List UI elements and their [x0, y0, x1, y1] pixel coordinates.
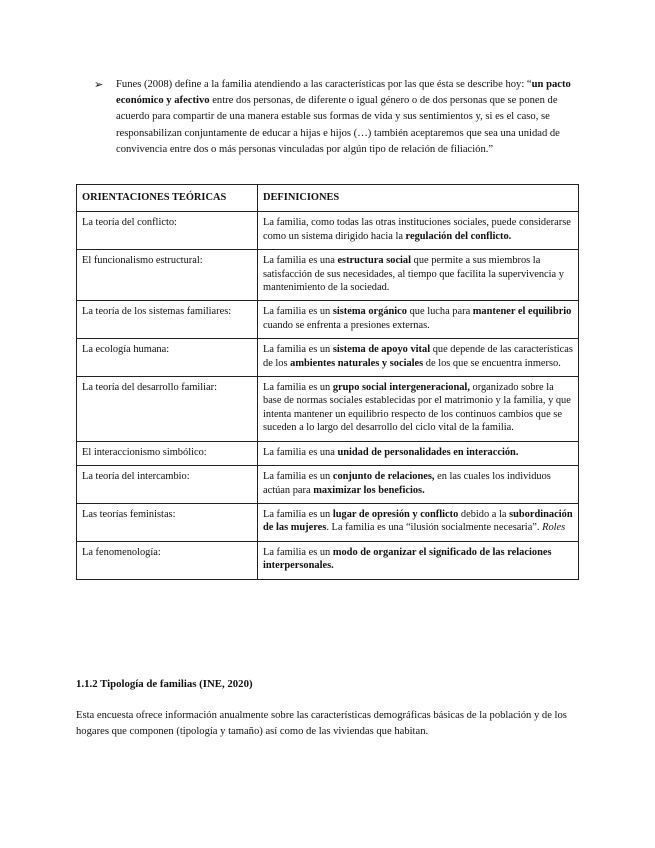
- theory-cell: El interaccionismo simbólico:: [77, 441, 258, 465]
- definition-text: La familia es un: [263, 508, 333, 520]
- definition-text: La familia es un: [263, 382, 333, 394]
- definition-cell: [258, 212, 579, 250]
- definition-bold: estructura social: [337, 255, 412, 267]
- definition-bold: sistema de apoyo vital: [332, 344, 431, 356]
- definition-text: cuando se enfrenta a presiones externas.: [263, 319, 430, 331]
- bullet-bold-phrase: un pacto económico y afectivo: [116, 79, 571, 107]
- header-orientaciones: ORIENTACIONES TEÓRICAS: [77, 185, 258, 212]
- table-row: [77, 466, 579, 504]
- definition-text: de los que se encuentra inmerso.: [423, 357, 561, 369]
- definition-text: en las cuales los individuos actúan para: [263, 471, 551, 496]
- table-row: [77, 541, 579, 579]
- definition-cell: [258, 301, 579, 339]
- definition-text: . La familia es una “ilusión socialmente necesaria”.: [326, 522, 543, 534]
- table-row: [77, 377, 579, 442]
- definition-text: La familia, como todas las otras instituciones sociales, puede considerarse como un sistema dirigido hacia la: [263, 217, 571, 242]
- table-row: [77, 250, 579, 301]
- table-row: [77, 503, 579, 541]
- definition-bold: maximizar los beneficios.: [313, 484, 425, 496]
- theory-cell: La teoría del conflicto:: [77, 212, 258, 250]
- table-row: [77, 441, 579, 465]
- definition-text: La familia es un: [263, 471, 333, 483]
- definition-bold: subordinación de las mujeres: [263, 508, 573, 534]
- definition-cell: [258, 441, 579, 465]
- definition-text: La familia es un: [263, 344, 333, 356]
- table-row: [77, 301, 579, 339]
- table-row: [77, 212, 579, 250]
- definition-bold: sistema orgánico: [332, 306, 407, 318]
- definition-cell: [258, 541, 579, 579]
- definition-cell: [258, 339, 579, 377]
- definition-cell: [258, 250, 579, 301]
- definition-text: que lucha para: [407, 306, 473, 318]
- theory-cell: La teoría de los sistemas familiares:: [77, 301, 258, 339]
- definition-text: La familia es una: [263, 255, 338, 267]
- definition-bold: grupo social intergeneracional,: [332, 382, 470, 394]
- theory-cell: El funcionalismo estructural:: [77, 250, 258, 301]
- bullet-text-part-2: entre dos personas, de diferente o igual género o de dos personas que se ponen de acuerdo para compartir de una manera estable sus formas de vida y sus sentimientos y, si es el caso, se responsabilizan conjuntamente de educar a hijas e hijos (…) también aceptaremos que sea una unidad de convivencia entre dos o más personas vinculadas por algún tipo de relación de filiación.”: [116, 95, 560, 155]
- table-row: [77, 339, 579, 377]
- theory-cell: La teoría del intercambio:: [77, 466, 258, 504]
- section-paragraph: Esta encuesta ofrece información anualmente sobre las características demográficas básicas de la población y de los hogares que componen (tipología y tamaño) así como de las viviendas que habitan.: [76, 710, 567, 737]
- section-heading: 1.1.2 Tipología de familias (INE, 2020): [76, 678, 253, 690]
- definition-bold: lugar de opresión y conflicto: [332, 508, 459, 520]
- definition-text: La familia es un: [263, 306, 333, 318]
- definition-text: debido a la: [458, 508, 510, 520]
- definition-bold: regulación del conflicto.: [405, 230, 512, 242]
- definition-bold: unidad de personalidades en interacción.: [337, 446, 519, 458]
- arrow-bullet-icon: ➢: [94, 79, 104, 91]
- bullet-text: [116, 77, 581, 158]
- definition-bold: conjunto de relaciones,: [332, 471, 435, 483]
- definition-text: organizado sobre la base de normas sociales establecidas por el matrimonio y la familia, y que intenta mantener un equilibrio respecto de los continuos cambios que se suceden a lo largo del desarrollo del ciclo vital de la familia.: [263, 382, 571, 434]
- table-header-row: [77, 185, 579, 212]
- theory-cell: Las teorías feministas:: [77, 503, 258, 541]
- definition-bold: mantener el equilibrio: [472, 306, 572, 318]
- definition-text: La familia es un: [263, 546, 333, 558]
- definition-text: La familia es una: [263, 446, 338, 458]
- definition-italic: Roles: [542, 522, 566, 534]
- definition-text: que permite a sus miembros la satisfacción de sus necesidades, al tiempo que facilita la supervivencia y mantenimiento de la sociedad.: [263, 255, 564, 294]
- theory-cell: La ecología humana:: [77, 339, 258, 377]
- definition-bold: modo de organizar el significado de las relaciones interpersonales.: [263, 546, 552, 572]
- bullet-text-part-1: Funes (2008) define a la familia atendiendo a las características por las que ésta se describe hoy: “: [116, 79, 532, 90]
- definition-bold: ambientes naturales y sociales: [290, 357, 424, 369]
- header-definiciones: DEFINICIONES: [258, 185, 579, 212]
- theory-cell: La fenomenología:: [77, 541, 258, 579]
- bullet-paragraph: [96, 77, 581, 158]
- definition-cell: [258, 503, 579, 541]
- definition-cell: [258, 466, 579, 504]
- theory-cell: La teoría del desarrollo familiar:: [77, 377, 258, 442]
- definition-cell: [258, 377, 579, 442]
- theories-table: [76, 184, 579, 580]
- definition-text: que depende de las características de los: [263, 344, 573, 369]
